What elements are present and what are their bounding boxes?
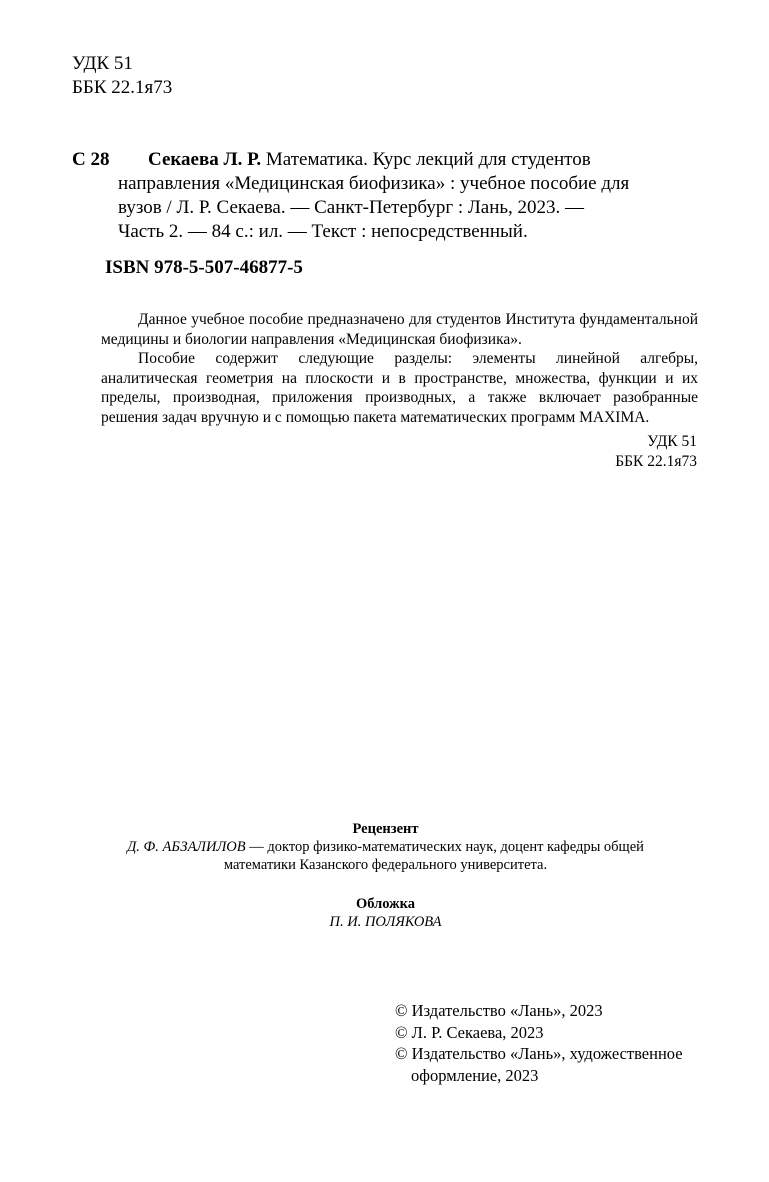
- copyright-design: © Издательство «Лань», художественное: [395, 1044, 683, 1063]
- copyright-design-cont: оформление, 2023: [411, 1065, 539, 1085]
- cover-designer: П. И. ПОЛЯКОВА: [329, 914, 442, 930]
- catalog-line-3: вузов / Л. Р. Секаева. — Санкт-Петербург : Лань, 2023. —: [118, 197, 585, 218]
- reviewer-heading: Рецензент: [352, 821, 419, 837]
- reviewer-line-1: [72, 838, 699, 856]
- catalog-entry: [72, 148, 699, 244]
- catalog-line-4: Часть 2. — 84 с.: ил. — Текст : непосредственный.: [118, 221, 528, 242]
- footer-classification: [615, 432, 697, 471]
- catalog-text: [72, 148, 699, 244]
- reviewer-name: Д. Ф. АБЗАЛИЛОВ: [127, 839, 246, 855]
- cover-block: [72, 895, 699, 931]
- annotation-paragraph-1: Данное учебное пособие предназначено для студентов Института фундаментальной медицины и биологии направления «Медицинская биофизика».: [101, 311, 698, 348]
- annotation: [101, 310, 698, 427]
- footer-bbk: ББК 22.1я73: [615, 452, 697, 470]
- catalog-code: С 28: [72, 149, 110, 170]
- header-bbk: ББК 22.1я73: [72, 77, 173, 98]
- header-udk: УДК 51: [72, 53, 133, 74]
- catalog-title: Математика. Курс лекций для студентов: [265, 149, 591, 170]
- isbn: ISBN 978-5-507-46877-5: [105, 257, 303, 278]
- reviewer-line-2: математики Казанского федерального университета.: [223, 857, 548, 873]
- copyright-author: © Л. Р. Секаева, 2023: [395, 1022, 544, 1042]
- copyright-publisher: © Издательство «Лань», 2023: [395, 1001, 603, 1020]
- catalog-line-2: направления «Медицинская биофизика» : учебное пособие для: [118, 173, 630, 194]
- catalog-author: Секаева Л. Р.: [148, 149, 262, 170]
- annotation-paragraph-2: Пособие содержит следующие разделы: элементы линейной алгебры, аналитическая геометрия на плоскости и в пространстве, множества, функции и их пределы, производная, приложения производных, а также включает разобранные решения задач вручную и с помощью пакета математических программ MAXIMA.: [101, 350, 698, 426]
- header-classification: [72, 52, 172, 100]
- reviewer-block: [72, 820, 699, 874]
- copyright-block: [395, 1000, 705, 1086]
- catalog-line-1: [118, 148, 699, 172]
- footer-udk: УДК 51: [647, 433, 697, 450]
- reviewer-description: — доктор физико-математических наук, доцент кафедры общей: [245, 839, 644, 855]
- cover-heading: Обложка: [355, 896, 416, 912]
